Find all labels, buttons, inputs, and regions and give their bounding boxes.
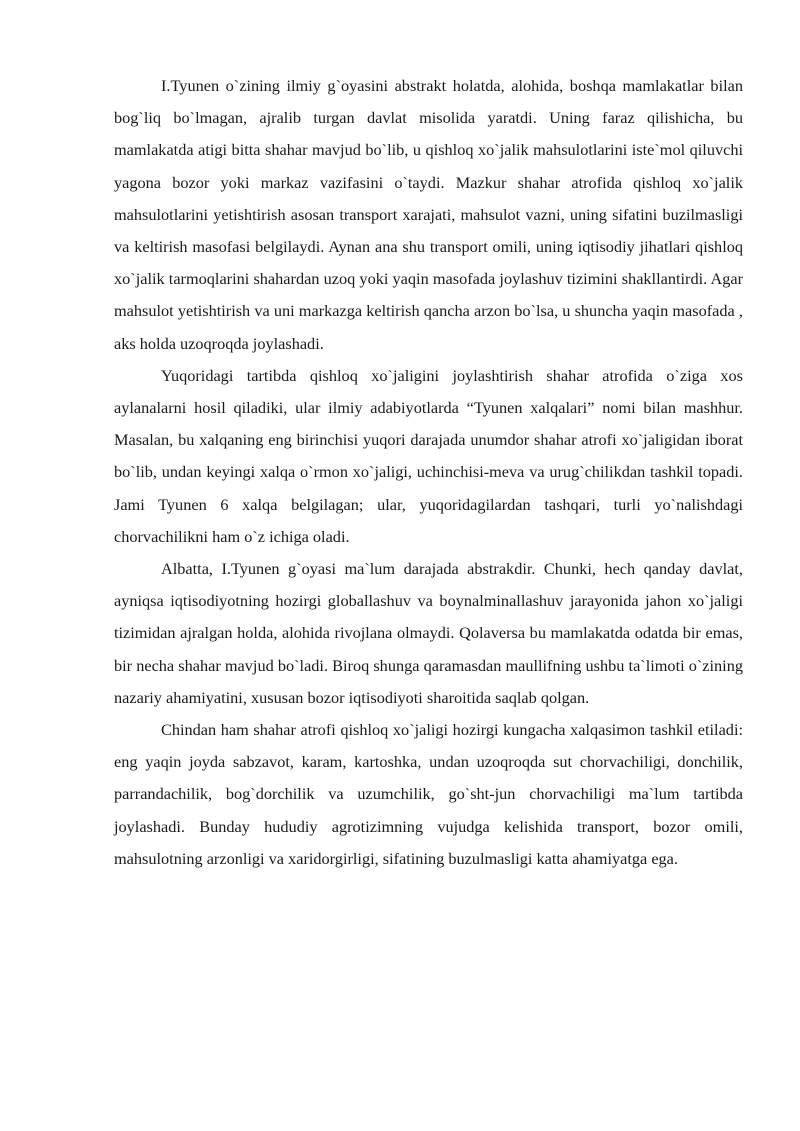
paragraph-3: Albatta, I.Tyunen g`oyasi ma`lum darajada abstrakdir. Chunki, hech qanday davlat, ayniqsa iqtisodiyotning hozirgi globallashuv va boynalminallashuv jarayonida jahon xo`jaligi tizimidan ajralgan holda, alohida rivojlana olmaydi. Qolaversa bu mamlakatda odatda bir emas, bir necha shahar mavjud bo`ladi. Biroq shunga qaramasdan maullifning ushbu ta`limoti o`zining nazariy ahamiyatini, xususan bozor iqtisodiyoti sharoitida saqlab qolgan. (114, 559, 743, 707)
document-body (114, 70, 743, 875)
paragraph-2: Yuqoridagi tartibda qishloq xo`jaligini joylashtirish shahar atrofida o`ziga xos aylanalarni hosil qiladiki, ular ilmiy adabiyotlarda “Tyunen xalqalari” nomi bilan mashhur. Masalan, bu xalqaning eng birinchisi yuqori darajada unumdor shahar atrofi xo`jaligidan iborat bo`lib, undan keyingi xalqa o`rmon xo`jaligi, uchinchisi-meva va urug`chilikdan tashkil topadi. Jami Tyunen 6 xalqa belgilagan; ular, yuqoridagilardan tashqari, turli yo`nalishdagi chorvachilikni ham o`z ichiga oladi. (114, 365, 743, 546)
paragraph-4: Chindan ham shahar atrofi qishloq xo`jaligi hozirgi kungacha xalqasimon tashkil etiladi: eng yaqin joyda sabzavot, karam, kartoshka, undan uzoqroqda sut chorvachiligi, donchilik, parrandachilik, bog`dorchilik va uzumchilik, go`sht-jun chorvachiligi ma`lum tartibda joylashadi. Bunday hududiy agrotizimning vujudga kelishida transport, bozor omili, mahsulotning arzonligi va xaridorgirligi, sifatining buzulmasligi katta ahamiyatga ega. (114, 720, 743, 868)
paragraph-1: I.Tyunen o`zining ilmiy g`oyasini abstrakt holatda, alohida, boshqa mamlakatlar bilan bog`liq bo`lmagan, ajralib turgan davlat misolida yaratdi. Uning faraz qilishicha, bu mamlakatda atigi bitta shahar mavjud bo`lib, u qishloq xo`jalik mahsulotlarini iste`mol qiluvchi yagona bozor yoki markaz vazifasini o`taydi. Mazkur shahar atrofida qishloq xo`jalik mahsulotlarini yetishtirish asosan transport xarajati, mahsulot vazni, uning sifatini buzilmasligi va keltirish masofasi belgilaydi. Aynan ana shu transport omili, uning iqtisodiy jihatlari qishloq xo`jalik tarmoqlarini shahardan uzoq yoki yaqin masofada joylashuv tizimini shakllantirdi. Agar mahsulot yetishtirish va uni markazga keltirish qancha arzon bo`lsa, u shuncha yaqin masofada , aks holda uzoqroqda joylashadi. (114, 76, 743, 353)
